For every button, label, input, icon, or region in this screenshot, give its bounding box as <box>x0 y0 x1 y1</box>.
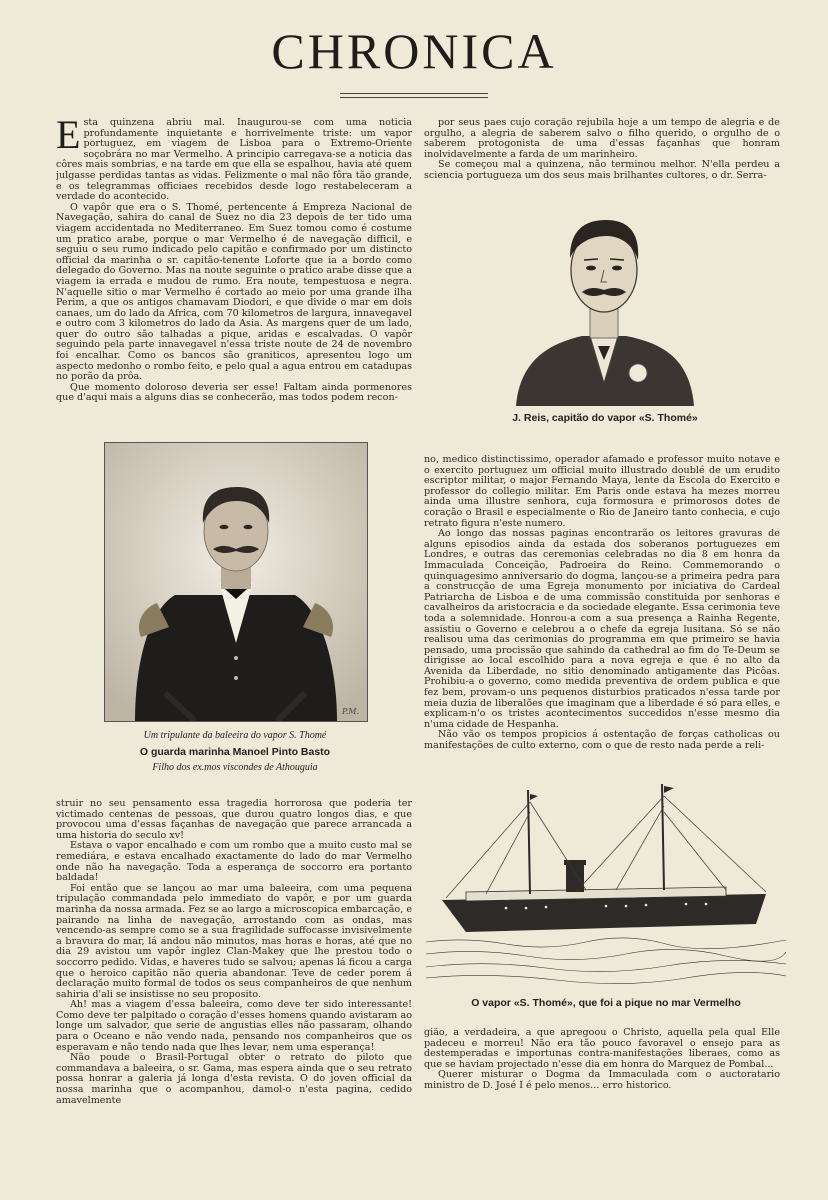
paragraph: Que momento doloroso deveria ser esse! Faltam ainda pormenores que d'aqui mais a alguns dias se conhecerão, mas todos podem recon- <box>56 381 412 404</box>
article-column-left-top <box>56 118 412 416</box>
paragraph: por seus paes cujo coração rejubila hoje a um tempo de alegria e de orgulho, a alegria de saberem salvo o filho querido, o orgulho de o saberem protogonista de uma d'essas façanhas que honram inolvidavelmente a farda de um marinheiro. <box>424 118 780 160</box>
portrait-basto-caption-line1: Um tripulante da baleeira do vapor S. Thomé <box>143 730 327 741</box>
portrait-basto-caption-line2: O guarda marinha Manoel Pinto Basto <box>139 746 331 758</box>
paragraph: Não vão os tempos propicios á ostentação de forças catholicas ou manifestações de culto externo, com o que de resto nada perde a reli- <box>424 729 780 752</box>
drop-cap: E <box>56 118 81 157</box>
photo-signature: P.M. <box>341 707 359 716</box>
officer-portrait-icon <box>105 443 367 721</box>
article-column-right-mid <box>424 455 780 755</box>
paragraph: Ah! mas a viagem d'essa baleeira, como deve ter sido interessante! Como deve ter palpitado o coração d'esses homens quando avistaram ao longe um salvador, que serie de angustias elles não passaram, olhando para o Oceano e não vendo nada, pensando nos companheiros que os esperavam e não tendo nada que lhes levar, nem uma esperança! <box>56 999 412 1053</box>
paragraph: gião, a verdadeira, a que apregoou o Christo, aquella pela qual Elle padeceu e morreu! Não era tão pouco favoravel o ensejo para as destemperadas e importunas contra-manifestações liberaes, como as que se haviam projectado n'esse dia em honra do Marquez de Pombal... <box>424 1028 780 1070</box>
title-divider <box>340 93 488 98</box>
paragraph: O vapôr que era o S. Thomé, pertencente á Empreza Nacional de Navegação, sahira do canal de Suez no dia 23 depois de ter tido uma viagem accidentada no Mediterraneo. Em Suez tomou como é costume um pratico arabe, porque o mar Vermelho é de navegação difficil, e seguiu o seu rumo indicado pelo capitão e confirmado por um distincto official da marinha o sr. capitão-tenente Loforte que ia a bordo como delegado do Governo. Mas na noute seguinte o pratico arabe disse que a viagem ia errada e mudou de rumo. Era noute, tempestuosa e negra. N'aquelle sitio o mar Vermelho é cortado ao meio por uma grande ilha Perim, a que os antigos chamavam Diodori, e que divide o mar em dois canaes, um do lado da Africa, com 70 kilometros de largura, innavegavel e outro com 3 kilometros do lado da Asia. As margens quer de um lado, quer do outro são talhadas a pique, aridas e escalvadas. O vapôr seguindo pela parte innavegavel n'essa triste noute de 24 de novembro foi encalhar. Como os bancos são graniticos, apresentou logo um aspecto medonho o rombo feito, e pelo qual a agua entrou em catadupas no porão da prôa. <box>56 201 412 383</box>
paragraph: Esta quinzena abriu mal. Inaugurou-se com uma noticia profundamente inquietante e horrivelmente triste: um vapor portuguez, em viagem de Lisboa para o Extremo-Oriente soçobrára no mar Vermelho. A principio carregava-se a noticia das côres mais sombrias, e na tarde em que ella se espalhou, havia até quem julgasse perdidas tantas as vidas. Felizmente o mal não fôra tão grande, e os telegrammas officiaes recebidos desde logo restabeleceram a verdade do acontecido. <box>56 118 412 203</box>
paragraph: no, medico distinctissimo, operador afamado e professor muito notave e o exercito portuguez um official muito illustrado doublé de um erudito escriptor militar, o major Fernando Maya, lente da Escola do Exercito e professor do collegio militar. Em Paris onde estava ha mezes morreu ainda uma illustre senhora, cuja formosura e primorosos dotes de coração o Brasil e especialmente o Rio de Janeiro tanto conhecia, e cujo retrato figura n'este numero. <box>424 455 780 529</box>
steamship-icon <box>426 772 786 986</box>
portrait-reis-engraving <box>512 208 696 406</box>
article-column-right-bottom <box>424 1028 780 1108</box>
article-column-right-top <box>424 118 780 184</box>
paragraph: Se começou mal a quinzena, não terminou melhor. N'ella perdeu a sciencia portugueza um dos seus mais brilhantes cultores, o dr. Serra- <box>424 159 780 181</box>
paragraph: Não poude o Brasil-Portugal obter o retrato do piloto que commandava a baleeira, o sr. Gama, mas espera ainda que o seu retrato possa honrar a galeria já longa d'esta revista. O do joven official da nossa marinha que o acompanhou, damol-o n'esta pagina, cedido amavelmente <box>56 1052 412 1105</box>
paragraph: Foi então que se lançou ao mar uma baleeira, com uma pequena tripulação commandada pelo immediato do vapôr, e por um guarda marinha da nossa armada. Fez se ao largo a microscopica embarcação, e pairando na linha de navegação, arrostando com as ondas, mas vencendo-as sempre como se a sua fragilidade suffocasse invisivelmente a bravura do mar, lá andou não minutos, mas horas e horas, até que no dia 29 avistou um vapôr inglez Clan-Makey que lhe prestou todo o soccorro pedido. Vidas, e haveres tudo se salvou; apenas lá ficou a carga que o heroico capitão não queria abandonar. Teve de ceder porem á declaração muito formal de todos os seus companheiros de que nenhum sahiria d'ali se insistisse no seu proposito. <box>56 882 412 1000</box>
paragraph: Ao longo das nossas paginas encontrarão os leitores gravuras de alguns episodios ainda da estada dos soberanos portuguezes em Londres, e outras das ceremonias celebradas no dia 8 em honra da Immaculada Conceição, Padroeira do Reino. Commemorando o quinquagesimo anniversario do dogma, lançou-se a primeira pedra para a construcção de uma Egreja monumento por iniciativa do Cardeal Patriarcha de Lisboa e de uma commissão constituida por senhoras e cavalheiros da aristocracia e da sociedade elegante. Essa cerimonia teve toda a solemnidade. Honrou-a com a sua presença a Rainha Regente, assistiu o Governo e celebrou a o chefe da egreja lusitana. Só se não realisou uma das cerimonias do programma em que primeiro se havia pensado, uma procissão que sahindo da cathedral ao fim do Te-Deum se dirigisse ao local escolhido para a nova egreja e que é no alto da Avenida da Liberdade, no sitio denominado antigamente das Picôas. Prohibiu-a o governo, como medida preventiva de ordem publica e que fez bem, provam-o uns pequenos disturbios praticados n'essa tarde por meia duzia de liberalões que imaginam que a liberdade é só para elles, e explicam-n'o os tristes acontecimentos succedidos n'esse mesmo dia n'uma cidade de Hespanha. <box>424 528 780 730</box>
man-portrait-icon <box>512 208 696 406</box>
paragraph: struir no seu pensamento essa tragedia horrorosa que poderia ter victimado centenas de pessoas, que durou quatro longos dias, e que provocou uma d'essas façanhas de navegação que parece arrancada a uma historia do seculo xv! <box>56 799 412 841</box>
portrait-basto-caption-line3: Filho dos ex.mos viscondes de Athouguia <box>152 762 318 773</box>
masthead-title: CHRONICA <box>271 23 557 79</box>
article-column-left-bottom <box>56 799 412 1105</box>
ship-engraving <box>426 772 786 986</box>
ship-caption: O vapor «S. Thomé», que foi a pique no mar Vermelho <box>471 997 741 1009</box>
portrait-basto-photo-frame <box>104 442 368 722</box>
portrait-reis-caption: J. Reis, capitão do vapor «S. Thomé» <box>512 412 698 424</box>
paragraph: Querer misturar o Dogma da Immaculada com o auctoratario ministro de D. José I é pelo menos... erro historico. <box>424 1069 780 1091</box>
paragraph: Estava o vapor encalhado e com um rombo que a muito custo mal se remediára, e estava encalhado exactamente do lado do mar Vermelho onde não ha navegação. Toda a esperança de soccorro era portanto baldada! <box>56 840 412 884</box>
